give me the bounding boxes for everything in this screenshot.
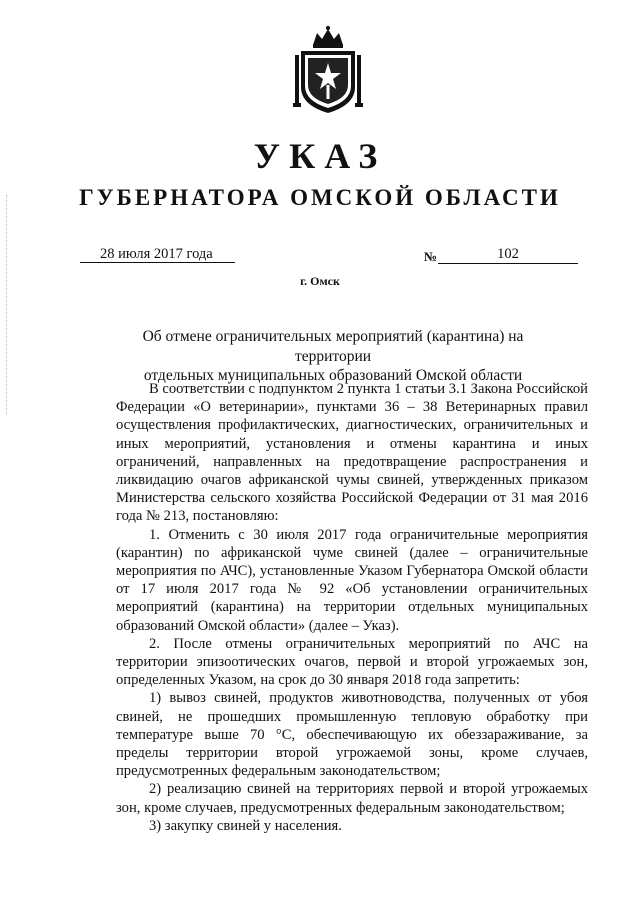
item-2-paragraph: 2. После отмены ограничительных мероприятий по АЧС на территории эпизоотических очагов, первой и второй угрожаемых зон, определенных Указом, на срок до 30 января 2018 года запретить: [116, 635, 588, 689]
subitem-2-paragraph: 2) реализацию свиней на территориях первой и второй угрожаемых зон, кроме случаев, предусмотренных федеральным законодательством; [116, 781, 588, 816]
document-title: УКАЗ [253, 136, 387, 176]
decree-body [116, 380, 588, 835]
decree-date: 28 июля 2017 года [80, 246, 235, 263]
subitem-3-paragraph: 3) закупку свиней у населения. [149, 817, 342, 834]
decree-subject [108, 327, 558, 386]
subject-line-2: отдельных муниципальных образований Омской области [143, 367, 523, 384]
page-margin-mark [6, 195, 8, 415]
document-subtitle: ГУБЕРНАТОРА ОМСКОЙ ОБЛАСТИ [79, 185, 561, 210]
item-1-paragraph: 1. Отменить с 30 июля 2017 года ограничительные мероприятия (карантин) по африканской чуме свиней (далее – ограничительные мероприятия по АЧС), установленные Указом Губернатора Омской области от 17 июля 2017 года № 92 «Об установлении ограничительных мероприятий (карантина) на территории отдельных муниципальных образований Омской области» (далее – Указ). [116, 526, 588, 634]
subitem-1-paragraph: 1) вывоз свиней, продуктов животноводства, полученных от убоя свиней, не прошедших промышленную тепловую обработку при температуре выше 70 °С, обеспечивающую их обеззараживание, за пределы территории второй угрожаемой зоны, кроме случаев, предусмотренных федеральным законодательством; [116, 690, 588, 780]
preamble-paragraph: В соответствии с подпунктом 2 пункта 1 статьи 3.1 Закона Российской Федерации «О ветеринарии», пунктами 36 – 38 Ветеринарных правил осуществления профилактических, диагностических, ограничительных и иных мероприятий, установления и отмены карантина и иных ограничений, направленных на предотвращение распространения и ликвидацию очагов африканской чумы свиней, утвержденных приказом Министерства сельского хозяйства Российской Федерации от 31 мая 2016 года № 213, постановляю: [116, 381, 588, 525]
coat-of-arms-icon [291, 25, 365, 117]
subject-line-1: Об отмене ограничительных мероприятий (карантина) на территории [142, 328, 524, 365]
decree-number: 102 [438, 246, 578, 264]
number-label: № [424, 249, 438, 264]
city-label: г. Омск [300, 274, 340, 288]
